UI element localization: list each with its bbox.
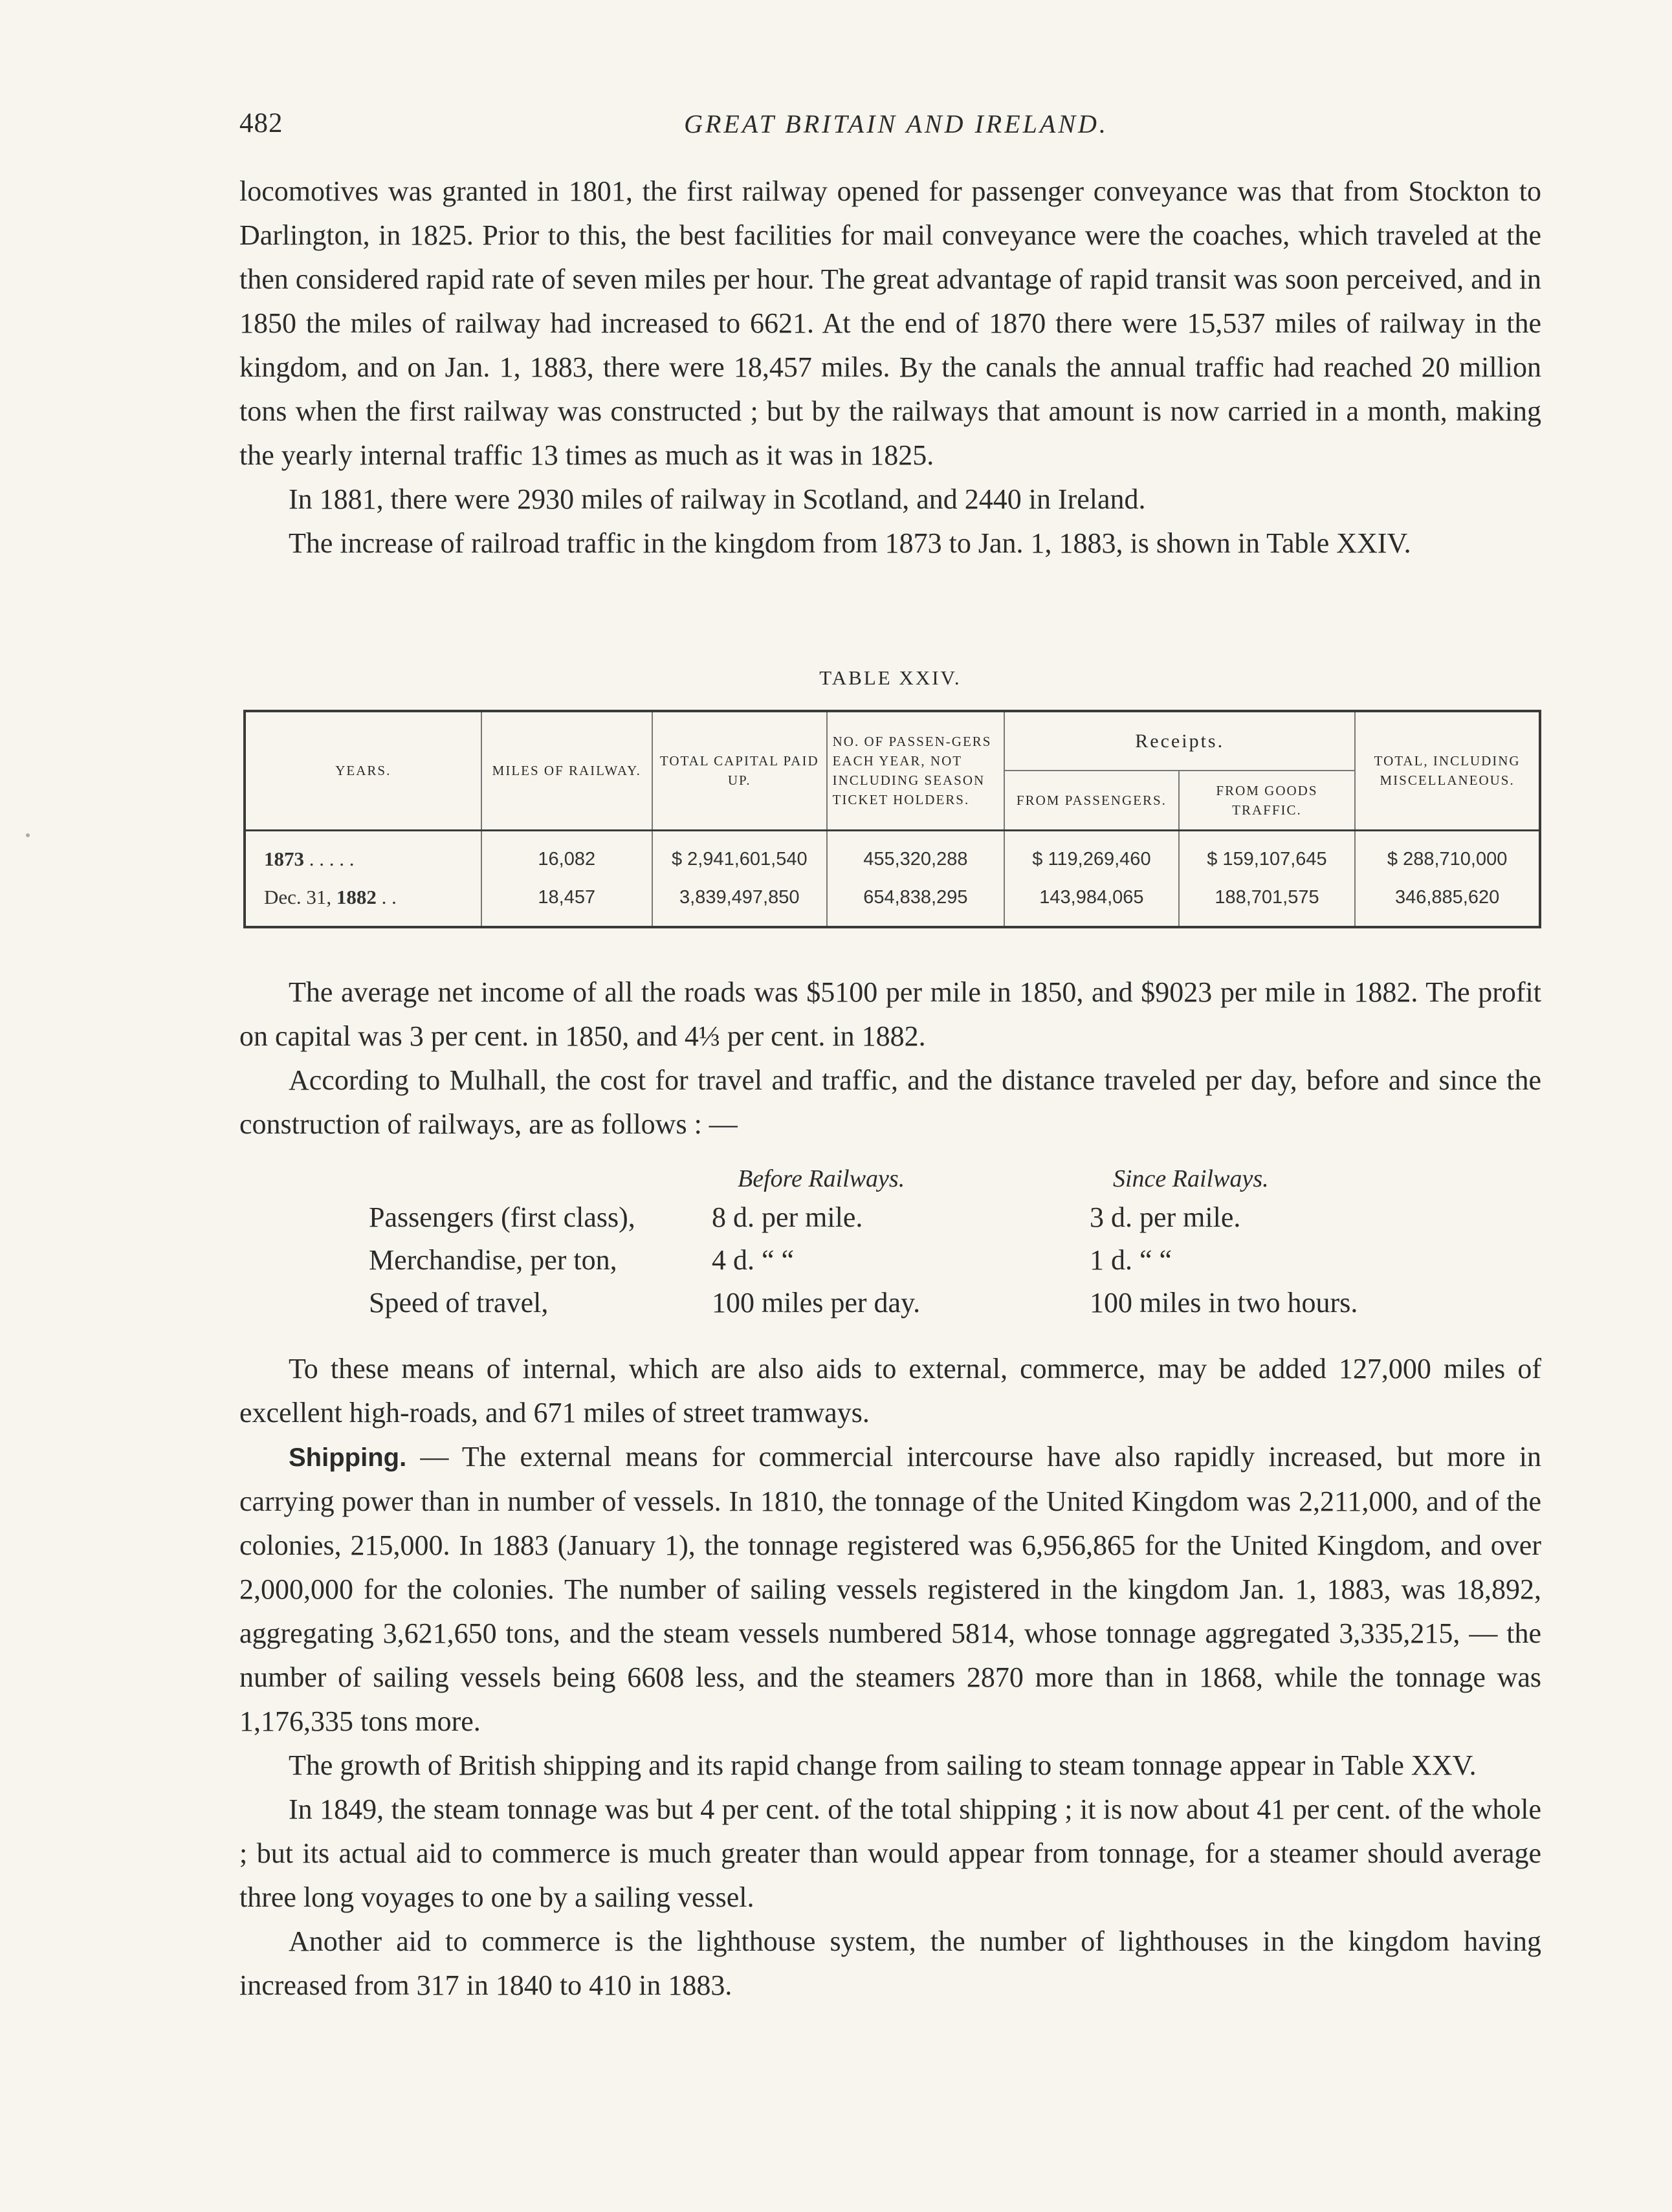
page-speck: [26, 833, 30, 837]
paragraph: In 1881, there were 2930 miles of railway in Scotland, and 2440 in Ireland.: [289, 483, 1146, 515]
header-miles: MILES OF RAILWAY.: [481, 711, 652, 830]
paragraph: According to Mulhall, the cost for travel and traffic, and the distance traveled per day, before and since the construction of railways, are as follows : —: [239, 1064, 1541, 1140]
paragraph: The increase of railroad traffic in the kingdom from 1873 to Jan. 1, 1883, is shown in Table XXIV.: [289, 527, 1411, 559]
header-receipts: Receipts.: [1004, 711, 1355, 771]
since-value: 3 d. per mile.: [1090, 1201, 1241, 1233]
shipping-heading: Shipping.: [289, 1443, 407, 1472]
from-passengers-cell: $ 119,269,460: [1004, 830, 1179, 879]
from-passengers-cell: 143,984,065: [1004, 879, 1179, 927]
capital-cell: $ 2,941,601,540: [652, 830, 827, 879]
paragraph: In 1849, the steam tonnage was but 4 per cent. of the total shipping ; it is now about 41 per cent. of the whole ; but its actual aid to commerce is much greater than would appear from tonnage, for a steamer should average three long voyages to one by a sailing vessel.: [239, 1793, 1541, 1913]
shipping-paragraph: [239, 1435, 1541, 1744]
cost-comparison: [239, 1158, 1541, 1326]
since-value: 1 d. “ “: [1090, 1244, 1172, 1276]
running-head: GREAT BRITAIN AND IRELAND.: [684, 109, 1108, 138]
since-value: 100 miles in two hours.: [1090, 1287, 1358, 1319]
page-number: 482: [239, 108, 283, 138]
miles-cell: 16,082: [481, 830, 652, 879]
row-label: Speed of travel,: [369, 1287, 549, 1319]
from-goods-cell: 188,701,575: [1179, 879, 1356, 927]
comparison-row: [239, 1201, 1541, 1243]
header-from-goods: FROM GOODS TRAFFIC.: [1179, 771, 1356, 830]
header-passengers: NO. OF PASSEN-GERS EACH YEAR, NOT INCLUDING SEASON TICKET HOLDERS.: [827, 711, 1005, 830]
paragraph: The average net income of all the roads was $5100 per mile in 1850, and $9023 per mile in 1882. The profit on capital was 3 per cent. in 1850, and 4⅓ per cent. in 1882.: [239, 976, 1541, 1052]
row-label: Passengers (first class),: [369, 1201, 635, 1233]
passengers-cell: 455,320,288: [827, 830, 1005, 879]
comparison-row: [239, 1243, 1541, 1286]
body-text-top: [239, 170, 1541, 565]
table-row: [245, 830, 1540, 879]
capital-cell: 3,839,497,850: [652, 879, 827, 927]
paragraph: locomotives was granted in 1801, the first railway opened for passenger conveyance was that from Stockton to Darlington, in 1825. Prior to this, the best facilities for mail conveyance were the coaches, which traveled at the then considered rapid rate of seven miles per hour. The great advantage of rapid transit was soon perceived, and in 1850 the miles of railway had increased to 6621. At the end of 1870 there were 15,537 miles of railway in the kingdom, and on Jan. 1, 1883, there were 18,457 miles. By the canals the annual traffic had reached 20 million tons when the first railway was constructed ; but by the railways that amount is now carried in a month, making the yearly internal traffic 13 times as much as it was in 1825.: [239, 175, 1541, 471]
shipping-text: — The external means for commercial intercourse have also rapidly increased, but more in carrying power than in number of vessels. In 1810, the tonnage of the United Kingdom was 2,211,000, and of the colonies, 215,000. In 1883 (January 1), the tonnage registered was 6,956,865 for the United Kingdom, and over 2,000,000 for the colonies. The number of sailing vessels registered in the kingdom Jan. 1, 1883, was 18,892, aggregating 3,621,650 tons, and the steam vessels numbered 5814, whose tonnage aggregated 3,335,215, — the number of sailing vessels being 6608 less, and the steamers 2870 more than in 1868, while the tonnage was 1,176,335 tons more.: [239, 1441, 1541, 1737]
before-value: 8 d. per mile.: [712, 1201, 863, 1233]
paragraph: To these means of internal, which are also aids to external, commerce, may be added 127,000 miles of excellent high-roads, and 671 miles of street tramways.: [239, 1353, 1541, 1429]
total-cell: 346,885,620: [1355, 879, 1540, 927]
passengers-cell: 654,838,295: [827, 879, 1005, 927]
since-railways-heading: Since Railways.: [1113, 1165, 1269, 1192]
before-value: 100 miles per day.: [712, 1287, 921, 1319]
header-years: YEARS.: [245, 711, 481, 830]
paragraph: Another aid to commerce is the lighthouse system, the number of lighthouses in the kingdom having increased from 317 in 1840 to 410 in 1883.: [239, 1925, 1541, 2001]
total-cell: $ 288,710,000: [1355, 830, 1540, 879]
year-cell: 1873 . . . . .: [245, 830, 481, 879]
header-from-passengers: FROM PASSENGERS.: [1004, 771, 1179, 830]
body-text-bottom: [239, 1347, 1541, 2008]
page-header: [239, 107, 1553, 146]
before-value: 4 d. “ “: [712, 1244, 795, 1276]
railway-traffic-table: [243, 710, 1541, 928]
from-goods-cell: $ 159,107,645: [1179, 830, 1356, 879]
year-cell: Dec. 31, 1882 . .: [245, 879, 481, 927]
header-total: TOTAL, INCLUDING MISCELLANEOUS.: [1355, 711, 1540, 830]
miles-cell: 18,457: [481, 879, 652, 927]
header-capital: TOTAL CAPITAL PAID UP.: [652, 711, 827, 830]
before-railways-heading: Before Railways.: [738, 1165, 905, 1192]
table-caption: TABLE XXIV.: [819, 666, 962, 689]
comparison-row: [239, 1286, 1541, 1329]
row-label: Merchandise, per ton,: [369, 1244, 617, 1276]
table-row: [245, 879, 1540, 927]
paragraph: The growth of British shipping and its rapid change from sailing to steam tonnage appear in Table XXV.: [289, 1749, 1477, 1781]
body-text-mid: [239, 970, 1541, 1146]
